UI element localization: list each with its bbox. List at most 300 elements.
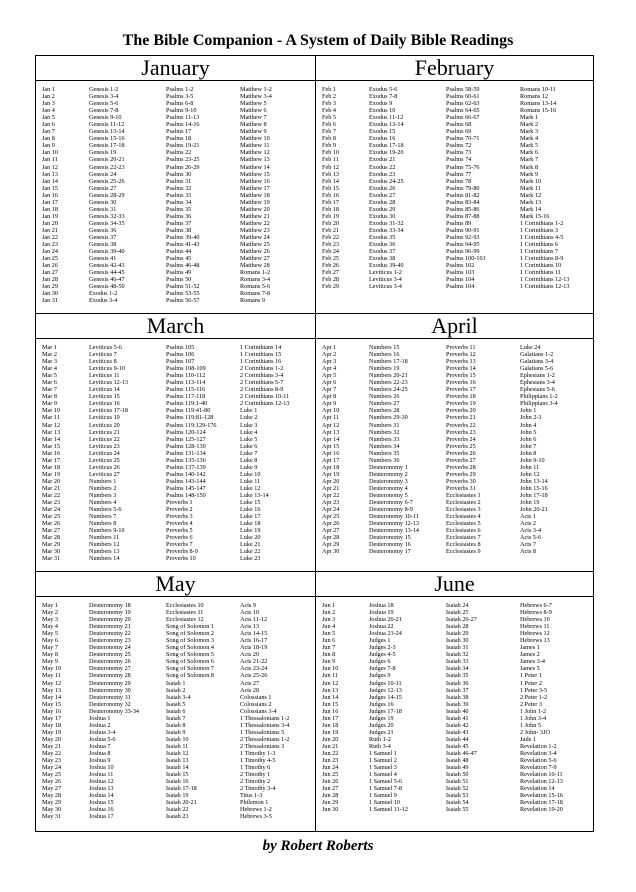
reading-2: Isaiah 7 [166, 714, 186, 722]
reading-3: Acts 9 [240, 602, 256, 609]
reading-2: Psalms 108-109 [166, 365, 206, 373]
reading-1: Judges 10-11 [369, 679, 402, 687]
reading-1: Judges 19 [369, 714, 394, 722]
date: Jan 17 [42, 198, 58, 206]
reading-1: 1 Samuel 7-8 [369, 785, 402, 793]
reading-1: Deuteronomy 3 [369, 477, 408, 485]
reading-row [42, 164, 315, 171]
date: Apr 5 [322, 372, 337, 380]
reading-2: Psalms 78 [446, 177, 472, 185]
reading-3: 1 Corinthians 1-2 [520, 219, 564, 227]
reading-1: Leviticus 9-10 [89, 365, 125, 373]
reading-1: 1 Samuel 3 [369, 764, 397, 772]
date: May 13 [42, 686, 62, 694]
date: Jun 28 [322, 792, 339, 800]
date: Mar 23 [42, 499, 61, 507]
reading-1: Leviticus 1-2 [369, 269, 402, 277]
reading-3: Mark 5 [520, 142, 539, 150]
reading-3: John 13-14 [520, 477, 548, 485]
date: Jan 19 [42, 212, 58, 220]
reading-3: 2 Corinthians 1-2 [240, 365, 284, 373]
reading-2: Isaiah 49 [446, 764, 469, 772]
reading-row [322, 283, 593, 290]
date: May 12 [42, 679, 62, 687]
reading-3: Revelation 1-2 [520, 742, 557, 750]
reading-2: Psalms 113-114 [166, 379, 206, 387]
reading-2: Psalms 135-136 [166, 456, 206, 464]
reading-3: 2 John- 3JO [520, 728, 550, 736]
reading-3: Revelation 14 [520, 785, 555, 793]
reading-2: Ecclesiastes 4 [446, 513, 481, 521]
reading-row [322, 400, 593, 407]
date: May 16 [42, 707, 62, 715]
reading-row [42, 414, 315, 421]
reading-row [322, 464, 593, 471]
reading-3: James 3-4 [520, 658, 545, 666]
reading-1: Leviticus 14 [89, 386, 120, 394]
reading-row [322, 485, 593, 492]
reading-row [322, 241, 593, 248]
reading-2: Psalms 50 [166, 276, 192, 284]
reading-row [322, 443, 593, 450]
date: Feb 1 [322, 86, 336, 93]
reading-2: Psalms 107 [166, 358, 195, 366]
reading-1: Judges 17-18 [369, 707, 402, 715]
month-name: June [316, 572, 593, 597]
reading-1: Deuteronomy 26 [89, 658, 131, 666]
reading-row [322, 644, 593, 651]
date: Jan 28 [42, 276, 58, 284]
reading-2: Psalms 102 [446, 262, 475, 270]
reading-3: Mark 7 [520, 156, 539, 164]
reading-2: Psalms 89 [446, 219, 472, 227]
reading-2: Isaiah 11 [166, 742, 189, 750]
reading-3: Matthew 1-2 [240, 86, 272, 93]
reading-3: Romans 3-4 [240, 276, 271, 284]
reading-row [42, 358, 315, 365]
reading-3: John 20-21 [520, 506, 548, 514]
reading-1: Deuteronomy 21 [89, 623, 131, 631]
reading-2: Psalms 49 [166, 269, 192, 277]
date: May 17 [42, 714, 62, 722]
reading-3: Revelation 10-11 [520, 771, 563, 779]
reading-row [42, 276, 315, 283]
reading-row [322, 743, 593, 750]
date: Jan 1 [42, 86, 55, 93]
reading-2: Psalms 38 [166, 226, 192, 234]
reading-1: Exodus 17-18 [369, 142, 404, 150]
reading-1: Numbers 28 [369, 407, 400, 415]
date: Mar 20 [42, 477, 61, 485]
date: Feb 16 [322, 191, 340, 199]
reading-3: Acts 21-22 [240, 658, 268, 666]
date: Feb 7 [322, 128, 336, 136]
reading-1: Numbers 2 [89, 484, 117, 492]
reading-3: Acts 25-26 [240, 672, 268, 680]
reading-row [42, 701, 315, 708]
reading-row [42, 806, 315, 813]
reading-2: Isaiah 43 [446, 728, 469, 736]
reading-row [42, 722, 315, 729]
reading-1: Deuteronomy 15 [369, 534, 411, 542]
reading-2: Psalms 34 [166, 198, 192, 206]
reading-2: Proverbs 25 [446, 442, 476, 450]
reading-row [322, 93, 593, 100]
reading-2: Psalms 64-65 [446, 107, 480, 115]
reading-1: Numbers 22-23 [369, 379, 408, 387]
reading-3: Hebrews 13 [520, 637, 550, 645]
reading-1: Leviticus 20 [89, 421, 120, 429]
reading-1: Leviticus 24 [89, 449, 120, 457]
reading-2: Song of Solomon 4 [166, 644, 214, 652]
reading-1: Numbers 5-6 [89, 506, 122, 514]
date: Jan 29 [42, 283, 58, 291]
reading-2: Proverbs 15 [446, 372, 476, 380]
date: Apr 30 [322, 548, 340, 556]
date: Mar 25 [42, 513, 61, 521]
date: Apr 22 [322, 491, 340, 499]
reading-2: Isaiah 14 [166, 764, 189, 772]
reading-3: Matthew 21 [240, 212, 270, 220]
reading-3: John 6 [520, 435, 537, 443]
reading-2: Proverbs 17 [446, 386, 476, 394]
date: Apr 8 [322, 393, 337, 401]
reading-3: James 2 [520, 651, 540, 659]
reading-3: Acts 18-19 [240, 644, 268, 652]
reading-2: Isaiah 26-27 [446, 616, 477, 624]
reading-2: Psalms 62-63 [446, 100, 480, 108]
reading-1: Deuteronomy 18 [89, 602, 131, 609]
reading-2: Ecclesiastes 12 [166, 616, 204, 624]
reading-2: Isaiah 38 [446, 693, 469, 701]
reading-row [42, 623, 315, 630]
reading-1: Numbers 1 [89, 477, 117, 485]
reading-1: Joshua 18 [369, 602, 394, 609]
date: Apr 11 [322, 414, 340, 422]
reading-2: Psalms 140-142 [166, 470, 206, 478]
reading-3: Romans 12 [520, 93, 549, 101]
reading-1: Judges 7-8 [369, 665, 396, 673]
date: Jan 18 [42, 205, 58, 213]
reading-3: Matthew 24 [240, 233, 270, 241]
reading-2: Isaiah 33 [446, 658, 469, 666]
reading-3: Matthew 25 [240, 241, 270, 249]
date: Apr 3 [322, 358, 337, 366]
date: Feb 18 [322, 205, 340, 213]
reading-1: Genesis 25-26 [89, 177, 125, 185]
reading-2: Song of Solomon 1 [166, 623, 214, 631]
date: May 19 [42, 728, 62, 736]
reading-1: Joshua 9 [89, 757, 111, 765]
reading-3: Hebrews 1-2 [240, 806, 272, 814]
date: Jan 25 [42, 255, 58, 263]
reading-2: Proverbs 23 [446, 428, 476, 436]
reading-row [322, 630, 593, 637]
reading-1: Leviticus 3-4 [369, 276, 402, 284]
date: Mar 13 [42, 428, 61, 436]
reading-row [322, 192, 593, 199]
reading-1: Genesis 9-10 [89, 114, 122, 122]
reading-3: Luke 5 [240, 435, 258, 443]
date: May 20 [42, 735, 62, 743]
reading-3: 2 Thessalonians 1-2 [240, 735, 290, 743]
reading-2: Psalms 83-84 [446, 198, 480, 206]
reading-2: Psalms 77 [446, 170, 472, 178]
reading-1: Exodus 30 [369, 212, 396, 220]
reading-row [322, 658, 593, 665]
reading-3: Mark 9 [520, 170, 539, 178]
reading-row [322, 436, 593, 443]
reading-1: Deuteronomy 31 [89, 693, 131, 701]
reading-2: Psalms 105 [166, 344, 195, 351]
reading-row [42, 665, 315, 672]
reading-3: Hebrews 8-9 [520, 609, 552, 617]
reading-row [42, 602, 315, 609]
reading-row [322, 701, 593, 708]
reading-1: Leviticus 15 [89, 393, 120, 401]
reading-3: Mark 8 [520, 163, 539, 171]
reading-2: Psalms 3-5 [166, 93, 194, 101]
reading-2: Psalms 119:81-128 [166, 414, 214, 422]
reading-2: Isaiah 31 [446, 644, 469, 652]
reading-1: Genesis 31 [89, 205, 117, 213]
reading-1: Deuteronomy 33-34 [89, 707, 140, 715]
date: Jun 27 [322, 785, 339, 793]
reading-3: 1 Corinthians 12-13 [520, 276, 570, 284]
date: Apr 23 [322, 499, 340, 507]
reading-1: Exodus 21 [369, 156, 396, 164]
date: Mar 3 [42, 358, 57, 366]
reading-2: Psalms 53-55 [166, 290, 200, 298]
reading-row [42, 750, 315, 757]
reading-row [42, 609, 315, 616]
reading-3: Matthew 23 [240, 226, 270, 234]
reading-row [42, 715, 315, 722]
reading-2: Psalms 46-48 [166, 262, 200, 270]
reading-3: James 1 [520, 644, 540, 652]
reading-1: Numbers 34 [369, 442, 400, 450]
reading-2: Ecclesiastes 1 [446, 491, 481, 499]
date: Mar 12 [42, 421, 61, 429]
reading-row [42, 694, 315, 701]
reading-2: Psalms 143-144 [166, 477, 206, 485]
reading-2: Psalms 103 [446, 269, 475, 277]
reading-row [42, 672, 315, 679]
reading-1: Joshua 23-24 [369, 630, 402, 638]
date: Mar 19 [42, 470, 61, 478]
readings-list [36, 86, 315, 304]
reading-3: Acts 7 [520, 541, 536, 549]
reading-3: Matthew 15 [240, 170, 270, 178]
reading-row [322, 429, 593, 436]
reading-3: Matthew 7 [240, 114, 267, 122]
reading-3: Revelation 15-16 [520, 792, 563, 800]
reading-1: Joshua 11 [89, 771, 114, 779]
reading-row [42, 708, 315, 715]
date: Jan 27 [42, 269, 58, 277]
reading-row [42, 757, 315, 764]
reading-3: Mark 6 [520, 149, 539, 157]
reading-3: Matthew 6 [240, 107, 267, 115]
date: Apr 6 [322, 379, 337, 387]
reading-1: Joshua 3-4 [89, 728, 116, 736]
reading-3: Luke 2 [240, 414, 258, 422]
reading-3: Acts 1 [520, 513, 536, 521]
reading-1: 1 Samuel 4 [369, 771, 397, 779]
reading-3: 1 Corinthians 6 [520, 241, 559, 249]
reading-1: Genesis 44-45 [89, 269, 125, 277]
date: Mar 16 [42, 449, 61, 457]
reading-1: Judges 1 [369, 637, 391, 645]
date: Jun 19 [322, 728, 339, 736]
reading-1: Leviticus 7 [89, 351, 117, 359]
reading-row [322, 234, 593, 241]
reading-3: Matthew 19 [240, 198, 270, 206]
reading-1: Exodus 5-6 [369, 86, 398, 93]
reading-row [42, 248, 315, 255]
reading-row [322, 379, 593, 386]
reading-1: Genesis 13-14 [89, 128, 125, 136]
reading-2: Psalms 30 [166, 170, 192, 178]
reading-1: Numbers 31 [369, 421, 400, 429]
reading-3: 2 Timothy 2 [240, 778, 271, 786]
reading-3: Jude 1 [520, 735, 536, 743]
reading-row [322, 616, 593, 623]
date: Feb 10 [322, 149, 340, 157]
reading-row [42, 736, 315, 743]
reading-1: Leviticus 26 [89, 463, 120, 471]
reading-row [42, 813, 315, 820]
reading-2: Isaiah 32 [446, 651, 469, 659]
reading-1: Exodus 23 [369, 170, 396, 178]
reading-row [42, 192, 315, 199]
reading-row [42, 534, 315, 541]
reading-row [42, 792, 315, 799]
reading-3: Matthew 14 [240, 163, 270, 171]
date: Mar 4 [42, 365, 57, 373]
month-june [316, 572, 593, 831]
reading-3: Luke 11 [240, 477, 261, 485]
reading-2: Proverbs 6 [166, 534, 193, 542]
reading-1: Joshua 13 [89, 785, 114, 793]
reading-row [42, 729, 315, 736]
reading-3: Mark 13 [520, 198, 542, 206]
reading-row [42, 135, 315, 142]
reading-row [42, 687, 315, 694]
reading-2: Isaiah 15 [166, 771, 189, 779]
reading-row [42, 407, 315, 414]
reading-2: Isaiah 50 [446, 771, 469, 779]
reading-1: Numbers 33 [369, 435, 400, 443]
reading-row [322, 86, 593, 93]
reading-3: John 19 [520, 499, 540, 507]
reading-row [42, 121, 315, 128]
date: Apr 10 [322, 407, 340, 415]
reading-1: Numbers 7 [89, 513, 117, 521]
reading-1: Leviticus 22 [89, 435, 120, 443]
reading-2: Psalms 72 [446, 142, 472, 150]
reading-2: Psalms 60-61 [446, 93, 480, 101]
date: Mar 2 [42, 351, 57, 359]
reading-row [322, 114, 593, 121]
reading-row [42, 457, 315, 464]
reading-2: Proverbs 31 [446, 484, 476, 492]
reading-row [42, 283, 315, 290]
date: Jun 6 [322, 637, 336, 645]
reading-2: Proverbs 30 [446, 477, 476, 485]
reading-1: Exodus 24-25 [369, 177, 404, 185]
reading-3: Luke 13-14 [240, 491, 269, 499]
reading-2: Song of Solomon 8 [166, 672, 214, 680]
reading-row [42, 651, 315, 658]
date: Feb 22 [322, 233, 340, 241]
date: Apr 19 [322, 470, 340, 478]
reading-2: Isaiah 8 [166, 721, 186, 729]
date: Jun 14 [322, 693, 339, 701]
reading-row [322, 637, 593, 644]
date: Apr 2 [322, 351, 337, 359]
reading-2: Isaiah 16 [166, 778, 189, 786]
date: Jan 31 [42, 297, 58, 305]
reading-3: Mark 15-16 [520, 212, 550, 220]
reading-row [322, 534, 593, 541]
date: Jan 8 [42, 135, 55, 143]
date: Apr 27 [322, 527, 340, 535]
reading-3: Matthew 10 [240, 135, 270, 143]
reading-3: 1 Corinthians 16 [240, 358, 282, 366]
reading-row [42, 644, 315, 651]
reading-2: Isaiah 9 [166, 728, 186, 736]
reading-row [322, 750, 593, 757]
date: Feb 19 [322, 212, 340, 220]
reading-3: 2 Peter 1-2 [520, 693, 548, 701]
reading-row [322, 708, 593, 715]
reading-row [322, 365, 593, 372]
reading-row [322, 757, 593, 764]
reading-3: Titus 1-3 [240, 792, 263, 800]
date: Feb 27 [322, 269, 340, 277]
reading-3: John 5 [520, 428, 537, 436]
reading-3: Acts 14-15 [240, 630, 268, 638]
reading-3: Matthew 9 [240, 128, 267, 136]
reading-3: Luke 21 [240, 541, 261, 549]
reading-2: Isaiah 20-21 [166, 799, 197, 807]
reading-1: 1 Samuel 2 [369, 757, 397, 765]
reading-1: Judges 4-5 [369, 651, 396, 659]
reading-3: Acts 13 [240, 623, 260, 631]
date: Jan 15 [42, 184, 58, 192]
reading-row [42, 400, 315, 407]
reading-2: Proverbs 8-9 [166, 548, 198, 556]
date: Jan 7 [42, 128, 55, 136]
date: Feb 24 [322, 248, 340, 256]
reading-2: Psalms 79-80 [446, 184, 480, 192]
reading-row [42, 616, 315, 623]
reading-1: Genesis 46-47 [89, 276, 125, 284]
author-credit: by Robert Roberts [262, 838, 374, 854]
reading-1: Numbers 32 [369, 428, 400, 436]
reading-row [322, 276, 593, 283]
reading-row [322, 142, 593, 149]
reading-1: Genesis 5-6 [89, 100, 119, 108]
month-may [36, 572, 316, 831]
reading-3: Matthew 8 [240, 121, 267, 129]
reading-1: Leviticus 16 [89, 400, 120, 408]
reading-3: Acts 23-24 [240, 665, 268, 673]
month-january [36, 56, 316, 314]
reading-2: Psalms 106 [166, 351, 195, 359]
reading-3: Mark 12 [520, 191, 542, 199]
